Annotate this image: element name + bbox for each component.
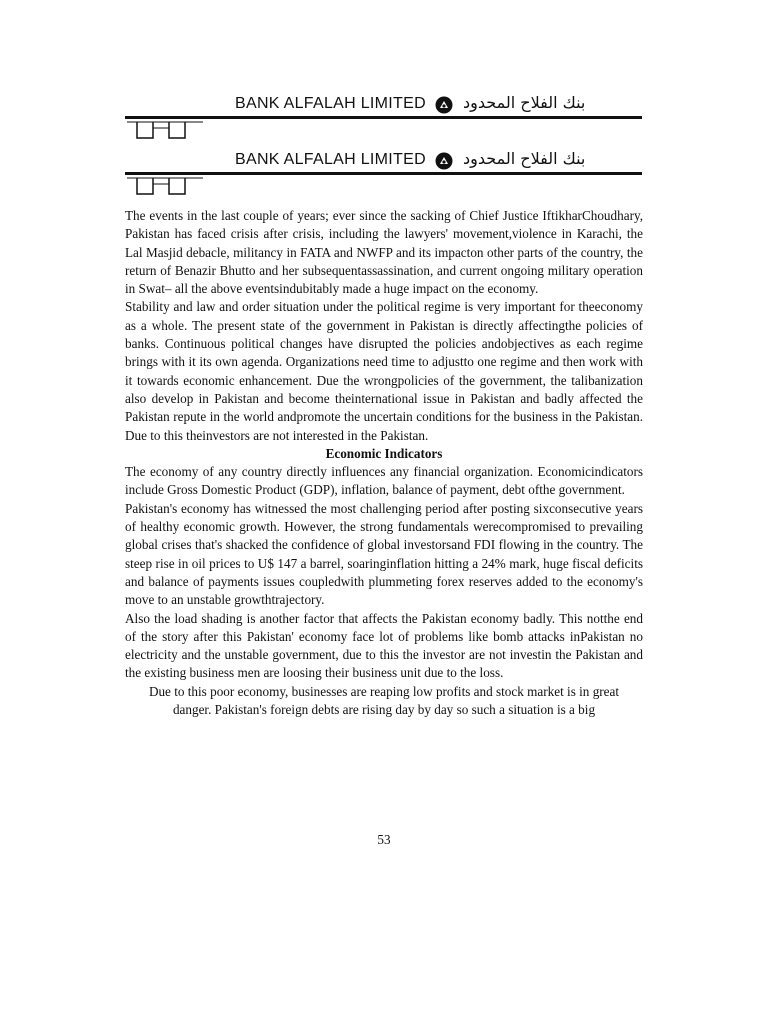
closing-line-1: Due to this poor economy, businesses are reaping low profits and stock market is in great: [148, 683, 620, 699]
letterhead-top: [125, 95, 642, 145]
section-heading: Economic Indicators: [325, 445, 443, 461]
page-number: 53: [377, 832, 391, 847]
paragraph-economy-challenges: Pakistan's economy has witnessed the most challenging period after posting sixconsecutive years of healthy economic growth. However, the strong fundamentals werecompromised to prevailing global crises that's shacked the confidence of global investorsand FDI flowing in the country. The steep rise in oil prices to U$ 147 a barrel, soaringinflation hitting a 24% mark, huge fiscal deficits and balance of payments issues coupledwith plummeting forex reserves added to the economy's move to an unstable growthtrajectory.: [125, 500, 643, 608]
letterhead-repeat: [125, 151, 642, 201]
paragraph-political-events: The events in the last couple of years; ever since the sacking of Chief Justice IftikharChoudhary, Pakistan has faced crisis after crisis, including the lawyers' movement,violence in Karachi, the Lal Masjid debacle, militancy in FATA and NWFP and its impacton other parts of the country, the return of Benazir Bhutto and her subsequentassassination, and current ongoing military operation in Swat– all the above eventsindubitably made a huge impact on the economy.: [125, 208, 643, 297]
bank-emblem-icon: [435, 96, 453, 114]
paragraph-load-shedding: Also the load shading is another factor that affects the Pakistan economy badly. This notthe end of the story after this Pakistan' economy face lot of problems like bomb attacks inPakistan no electricity and the unstable government, due to this the investor are not investin the Pakistan and the existing business men are loosing their business unit due to the loss.: [125, 610, 643, 681]
document-body: [125, 207, 643, 719]
closing-line-2: danger. Pakistan's foreign debts are rising day by day so such a situation is a big: [172, 702, 596, 718]
bank-name: BANK ALFALAH LIMITED: [235, 151, 426, 168]
bank-logo-mark: [125, 170, 205, 198]
bank-emblem-icon: [435, 152, 453, 170]
bank-logo-mark: [125, 114, 205, 142]
bank-name-arabic: بنك الفلاح المحدود: [463, 93, 586, 112]
bank-name: BANK ALFALAH LIMITED: [235, 95, 426, 112]
bank-name-arabic: بنك الفلاح المحدود: [463, 149, 586, 168]
paragraph-stability: Stability and law and order situation under the political regime is very important for theeconomy as a whole. The present state of the government in Pakistan is directly affectingthe policies of banks. Continuous political changes have disrupted the policies andobjectives as each regime brings with it its own agenda. Organizations need time to adjustto one regime and then work with it towards economic enhancement. Due the wrongpolicies of the government, the talibanization also develop in Pakistan and become theinternational issue in Pakistan and badly affected the Pakistan repute in the world andpromote the uncertain conditions for the business in the Pakistan. Due to this theinvestors are not interested in the Pakistan.: [125, 299, 643, 443]
paragraph-economy-influence: The economy of any country directly influences any financial organization. Economicindicators include Gross Domestic Product (GDP), inflation, balance of payment, debt ofthe government.: [125, 464, 643, 498]
